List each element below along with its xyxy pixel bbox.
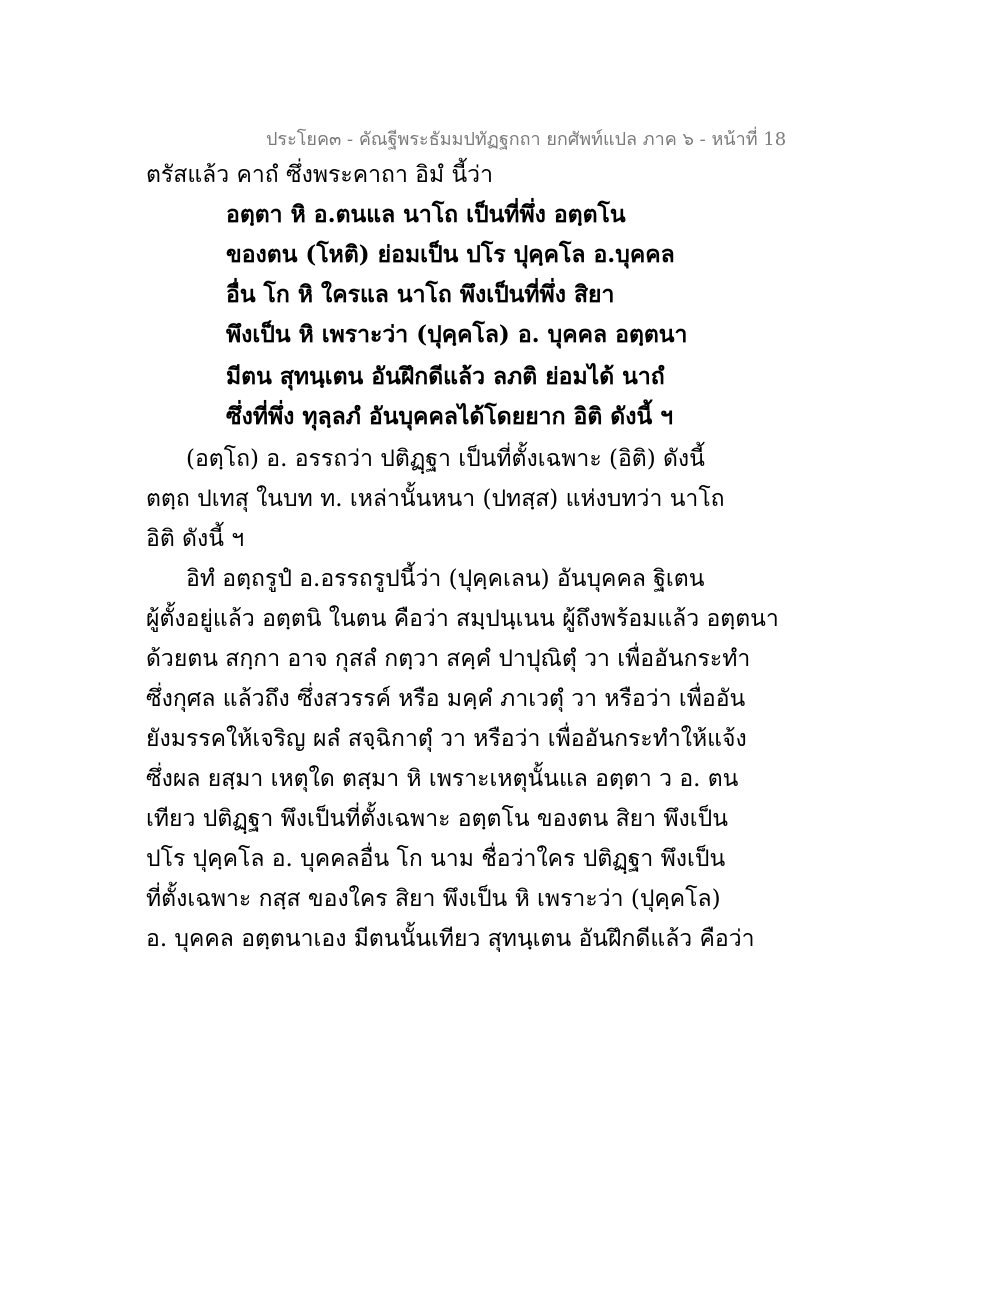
paragraph-line: อิติ ดังนี้ ฯ [146, 526, 245, 552]
paragraph-line: (อตฺโถ) อ. อรรถว่า ปติฏฺฐา เป็นที่ตั้งเฉพาะ (อิติ) ดังนี้ [186, 446, 705, 472]
paragraph-line: อ. บุคคล อตฺตนาเอง มีตนนั้นเทียว สุทนฺเตน อันฝึกดีแล้ว คือว่า [146, 926, 755, 952]
paragraph-line: ตตฺถ ปเทสุ ในบท ท. เหล่านั้นหนา (ปทสฺส) แห่งบทว่า นาโถ [146, 486, 725, 512]
paragraph-line: ที่ตั้งเฉพาะ กสฺส ของใคร สิยา พึงเป็น หิ เพราะว่า (ปุคฺคโล) [146, 886, 721, 912]
verse-line: อตฺตา หิ อ.ตนแล นาโถ เป็นที่พึ่ง อตฺตโน [226, 201, 626, 228]
paragraph-line: ผู้ตั้งอยู่แล้ว อตฺตนิ ในตน คือว่า สมฺปนฺเนน ผู้ถึงพร้อมแล้ว อตฺตนา [146, 606, 779, 632]
paragraph-line: ด้วยตน สกฺกา อาจ กุสลํ กตฺวา สคฺคํ ปาปุณิตุํ วา เพื่ออันกระทำ [146, 646, 751, 672]
paragraph-line: เทียว ปติฏฺฐา พึงเป็นที่ตั้งเฉพาะ อตฺตโน ของตน สิยา พึงเป็น [146, 806, 728, 832]
intro-line: ตรัสแล้ว คาถํ ซึ่งพระคาถา อิมํ นี้ว่า [146, 162, 494, 188]
verse-line: ของตน (โหติ) ย่อมเป็น ปโร ปุคฺคโล อ.บุคคล [226, 241, 675, 268]
paragraph-line: ซึ่งผล ยสฺมา เหตุใด ตสฺมา หิ เพราะเหตุนั้นแล อตฺตา ว อ. ตน [146, 766, 739, 792]
paragraph-line: ปโร ปุคฺคโล อ. บุคคลอื่น โก นาม ชื่อว่าใคร ปติฏฺฐา พึงเป็น [146, 846, 726, 872]
paragraph-line: ยังมรรคให้เจริญ ผลํ สจฺฉิกาตุํ วา หรือว่า เพื่ออันกระทำให้แจ้ง [146, 726, 747, 752]
verse-line: มีตน สุทนฺเตน อันฝึกดีแล้ว ลภติ ย่อมได้ นาถํ [226, 363, 665, 390]
page-header: ประโยค๓ - คัณฐีพระธัมมปทัฏฐกถา ยกศัพท์แปล ภาค ๖ - หน้าที่ 18 [266, 129, 787, 150]
verse-line: พึงเป็น หิ เพราะว่า (ปุคฺคโล) อ. บุคคล อตฺตนา [226, 321, 688, 348]
verse-line: อื่น โก หิ ใครแล นาโถ พึงเป็นที่พึ่ง สิยา [226, 281, 615, 308]
paragraph-line: ซึ่งกุศล แล้วถึง ซึ่งสวรรค์ หรือ มคฺคํ ภาเวตุํ วา หรือว่า เพื่ออัน [146, 686, 746, 712]
paragraph-line: อิทํ อตฺถรูปํ อ.อรรถรูปนี้ว่า (ปุคฺคเลน) อันบุคคล ฐิเตน [186, 566, 705, 592]
verse-line: ซึ่งที่พึ่ง ทุลฺลภํ อันบุคคลได้โดยยาก อิติ ดังนี้ ฯ [226, 403, 674, 430]
